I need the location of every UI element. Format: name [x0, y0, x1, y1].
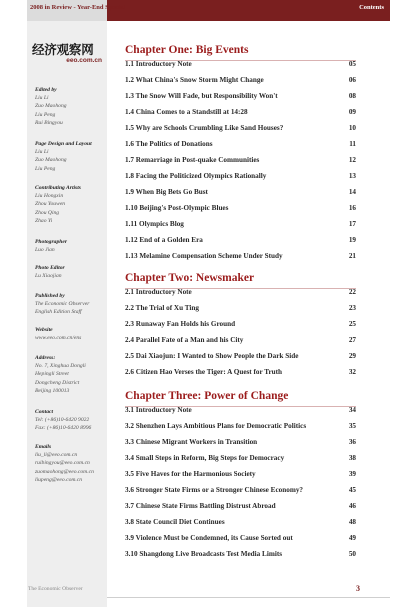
header-bar-right: [107, 0, 390, 21]
credits-page-design: Page Design and Layout Liu Li Zuo Maohong Liu Peng: [35, 141, 92, 172]
toc-entry[interactable]: 1.10 Beijing's Post-Olympic Blues 16: [125, 204, 356, 212]
toc-entry[interactable]: 1.13 Melamine Compensation Scheme Under Study 21: [125, 252, 356, 260]
toc-entry[interactable]: 1.9 When Big Bets Go Bust 14: [125, 188, 356, 196]
toc-entry[interactable]: 3.4 Small Steps in Reform, Big Steps for Democracy 38: [125, 454, 356, 462]
toc-entry[interactable]: 3.1 Introductory Note 34: [125, 406, 356, 414]
toc-entry[interactable]: 2.1 Introductory Note 22: [125, 288, 356, 296]
toc-entry[interactable]: 1.7 Remarriage in Post-quake Communities 12: [125, 156, 356, 164]
logo: [32, 40, 102, 68]
credits-photo-editor: Photo Editor Lu Xiaojian: [35, 265, 65, 280]
toc-entry[interactable]: 1.5 Why are Schools Crumbling Like Sand Houses? 10: [125, 124, 356, 132]
toc-entry[interactable]: 3.2 Shenzhen Lays Ambitious Plans for Democratic Politics 35: [125, 422, 356, 430]
toc-entry[interactable]: 1.3 The Snow Will Fade, but Responsibility Won't 08: [125, 92, 356, 100]
toc-entry[interactable]: 3.10 Shangdong Live Broadcasts Test Media Limits 50: [125, 550, 356, 558]
toc-entry[interactable]: 1.6 The Politics of Donations 11: [125, 140, 356, 148]
toc-entry[interactable]: 1.11 Olympics Blog 17: [125, 220, 356, 228]
website-link[interactable]: www.eeo.com.cn/ens: [35, 335, 82, 342]
toc-entry[interactable]: 2.5 Dai Xiaojun: I Wanted to Show People the Dark Side 29: [125, 352, 356, 360]
footer-divider: [107, 597, 390, 598]
credits-contributing-artists: Contributing Artists Liu Hongxin Zhou Youwen Zhou Qing Zhao Yi: [35, 185, 81, 224]
email-link[interactable]: liupeng@eeo.com.cn: [35, 476, 83, 483]
toc-entry[interactable]: 3.7 Chinese State Firms Battling Distrust Abroad 46: [125, 502, 356, 510]
header-contents-label: Contents: [359, 4, 384, 11]
toc-entry[interactable]: 3.6 Stronger State Firms or a Stronger Chinese Economy? 45: [125, 486, 356, 494]
chapter-three-title: Chapter Three: Power of Change: [125, 390, 289, 402]
logo-url: eeo.com.cn: [66, 57, 102, 64]
toc-entry[interactable]: 2.3 Runaway Fan Holds his Ground 25: [125, 320, 356, 328]
toc-entry[interactable]: 2.4 Parallel Fate of a Man and his City 27: [125, 336, 356, 344]
footer-publication-name: The Economic Observer: [28, 586, 83, 592]
toc-entry[interactable]: 1.1 Introductory Note 05: [125, 60, 356, 68]
email-link[interactable]: ruibingyou@eeo.com.cn: [35, 460, 90, 467]
page-number: 3: [356, 584, 360, 593]
toc-entry[interactable]: 3.3 Chinese Migrant Workers in Transition 36: [125, 438, 356, 446]
toc-entry[interactable]: 3.8 State Council Diet Continues 48: [125, 518, 356, 526]
toc-entry[interactable]: 1.12 End of a Golden Era 19: [125, 236, 356, 244]
chapter-one-title: Chapter One: Big Events: [125, 44, 249, 56]
toc-entry[interactable]: 3.5 Five Haves for the Harmonious Society 39: [125, 470, 356, 478]
credits-edited-by: Edited by Liu Li Zuo Maohong Liu Peng Rui Bingyou: [35, 87, 67, 126]
credits-photographer: Photographer Luo Jian: [35, 239, 68, 254]
toc-entry[interactable]: 1.4 China Comes to a Standstill at 14:28 09: [125, 108, 356, 116]
email-link[interactable]: liu_li@eeo.com.cn: [35, 452, 78, 459]
chapter-two-title: Chapter Two: Newsmaker: [125, 272, 255, 284]
logo-chinese-text: 经济观察网: [32, 42, 94, 57]
toc-entry[interactable]: 1.8 Facing the Politicized Olympics Rationally 13: [125, 172, 356, 180]
credits-emails: Emails liu_li@eeo.com.cn ruibingyou@eeo.com.cn zuomaohong@eeo.com.cn liupeng@eeo.com.cn: [35, 443, 107, 484]
toc-entry[interactable]: 2.2 The Trial of Xu Ting 23: [125, 304, 356, 312]
email-link[interactable]: zuomaohong@eeo.com.cn: [35, 468, 94, 475]
header-section-label: 2008 in Review - Year-End Special: [30, 4, 126, 11]
credits-contact: Contact Tel: (+86)10-6420 9022 Fax: (+86)10-6420 8996: [35, 409, 92, 432]
toc-entry[interactable]: 3.9 Violence Must be Condemned, its Cause Sorted out 49: [125, 534, 356, 542]
credits-published-by: Published by The Economic Observer English Edition Staff: [35, 293, 90, 316]
toc-entry[interactable]: 1.2 What China's Snow Storm Might Change 06: [125, 76, 356, 84]
credits-website: Website www.eeo.com.cn/ens: [35, 326, 107, 342]
toc-entry[interactable]: 2.6 Citizen Hao Verses the Tiger: A Quest for Truth 32: [125, 368, 356, 376]
credits-address: Address: No. 7, Xinghua Dongli Hepingli Street Dongcheng District Beijing 100013: [35, 355, 86, 394]
